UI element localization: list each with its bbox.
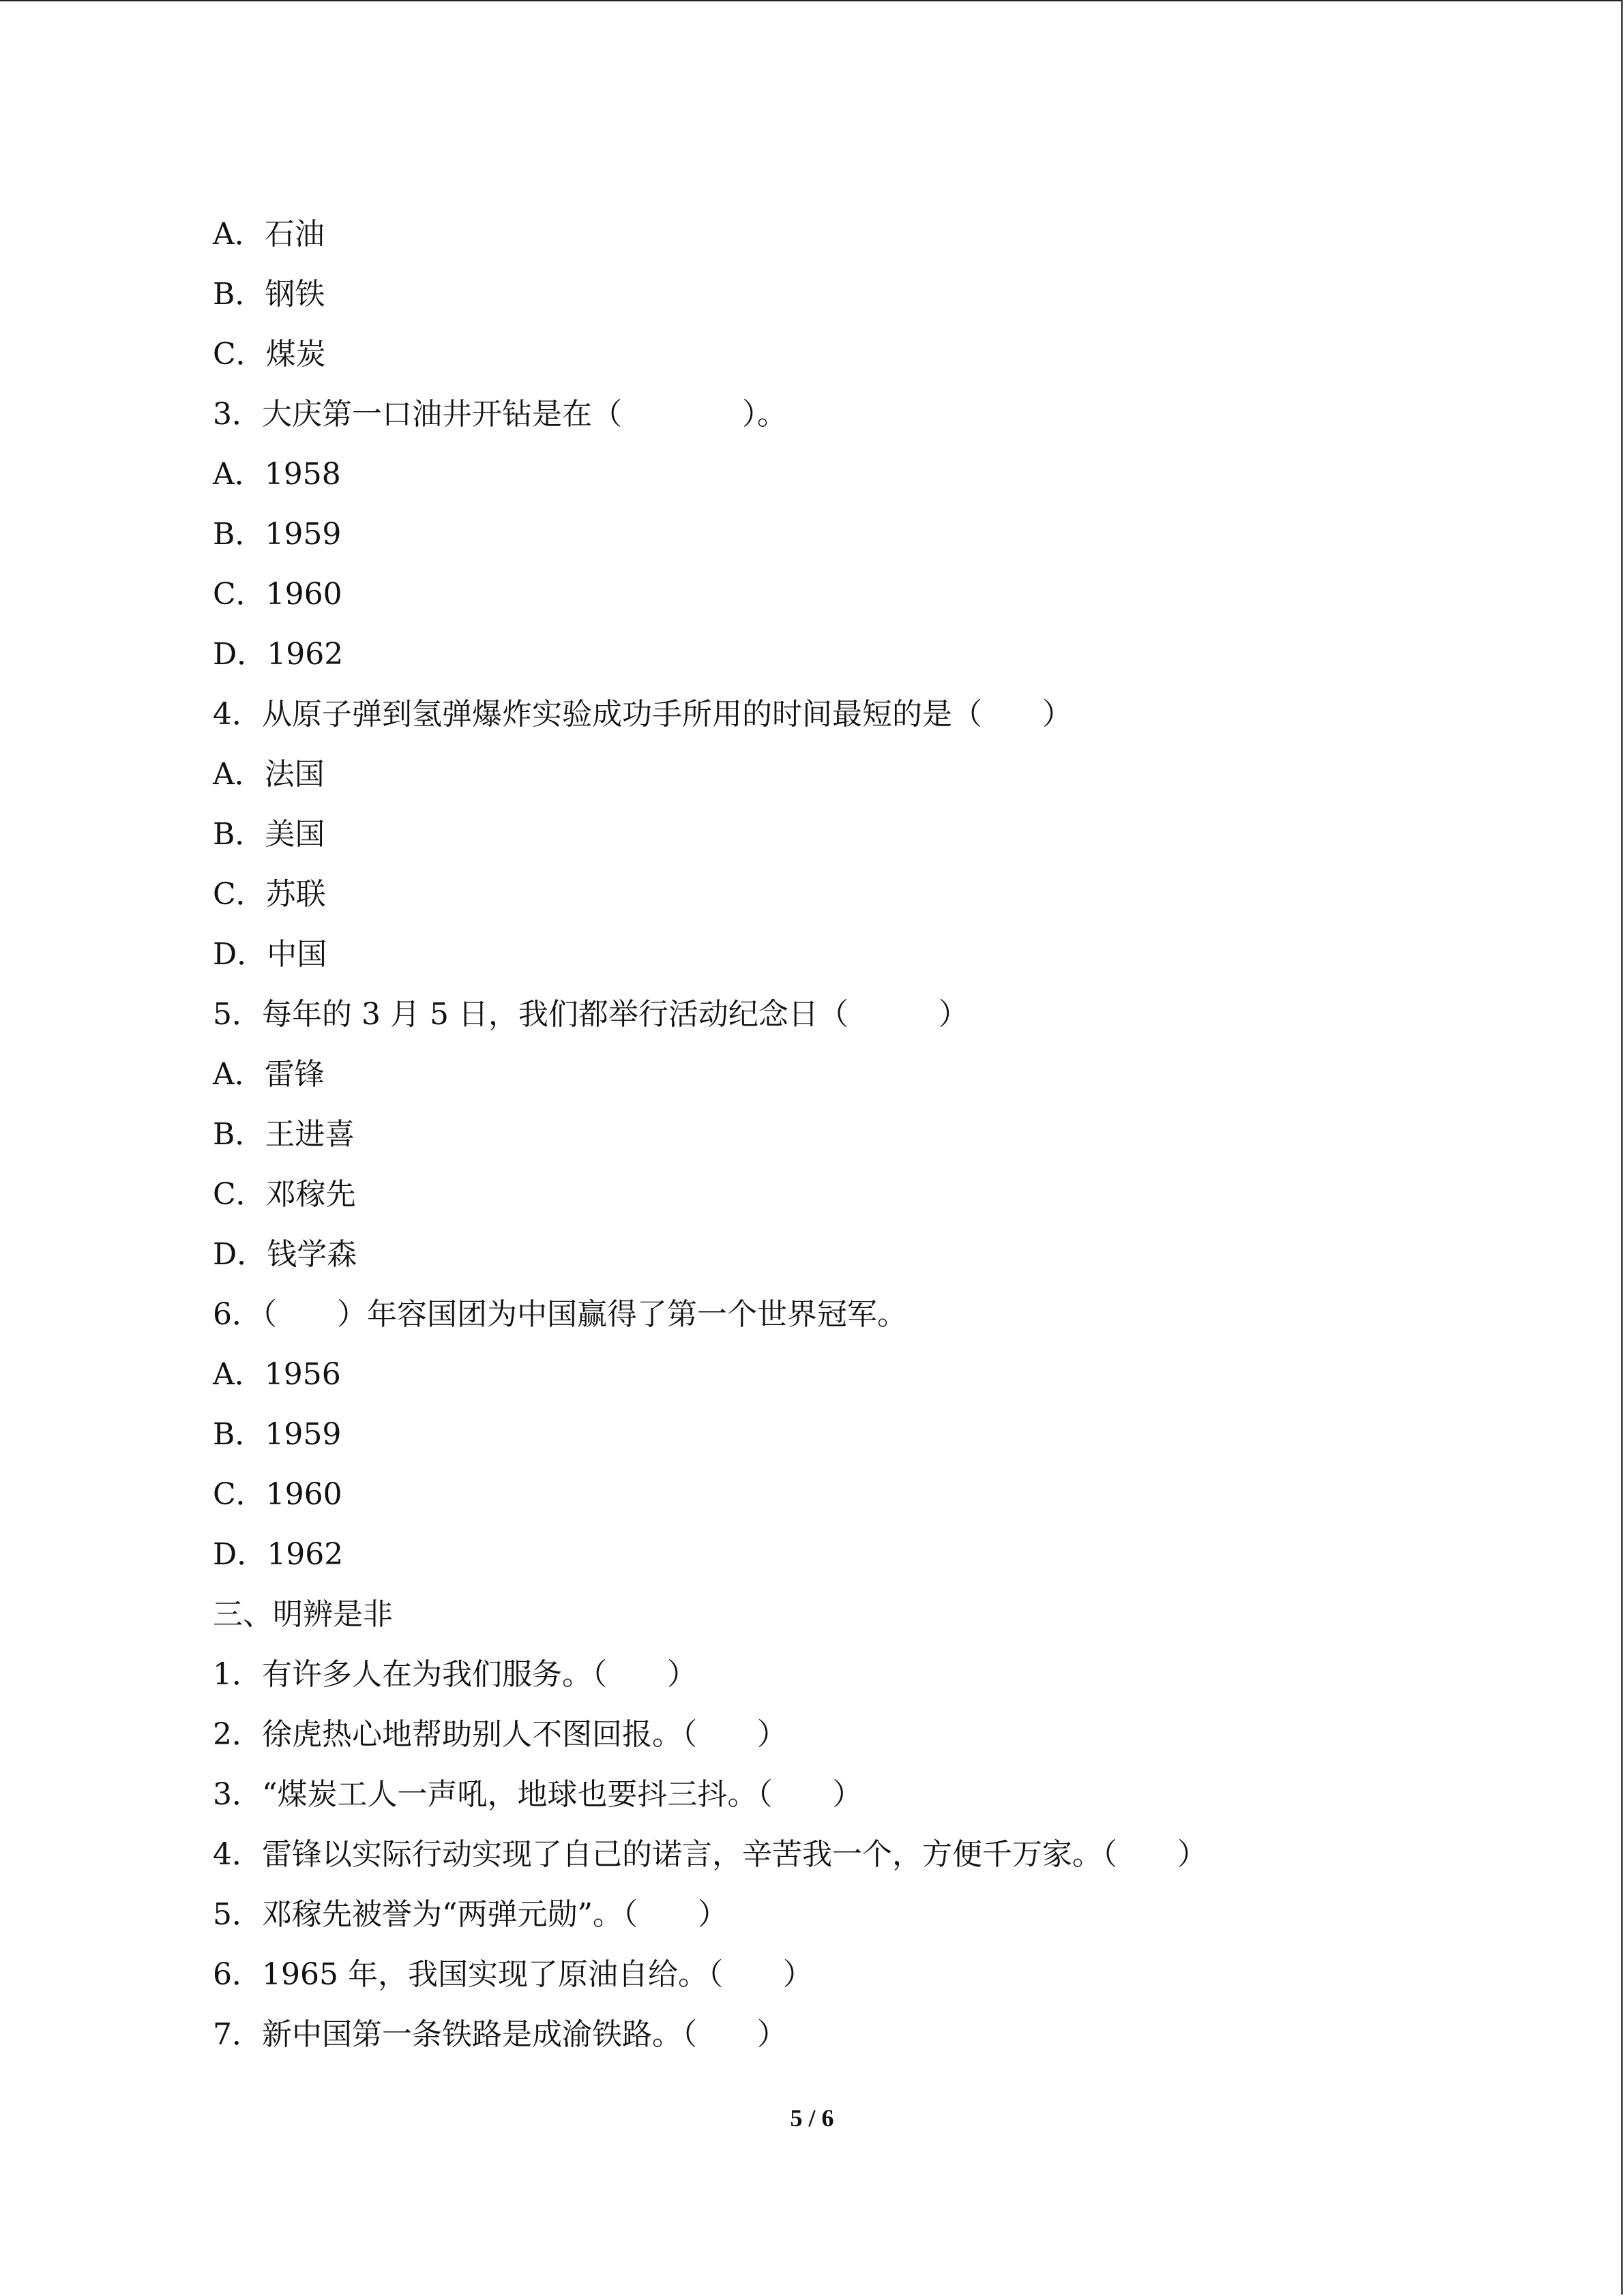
option-b-q3: B．1959	[213, 517, 342, 552]
option-c-q6: C．1960	[213, 1477, 342, 1512]
option-b-q4: B．美国	[213, 817, 325, 852]
true-false-item-4: 4．雷锋以实际行动实现了自己的诺言，辛苦我一个，方便千万家。（ ）	[213, 1837, 1207, 1872]
true-false-item-3: 3．“煤炭工人一声吼，地球也要抖三抖。（ ）	[213, 1777, 863, 1812]
question-3: 3．大庆第一口油井开钻是在（ ）。	[213, 397, 787, 432]
option-d-q4: D．中国	[213, 937, 327, 972]
option-a-q6: A．1956	[213, 1357, 341, 1392]
true-false-item-2: 2．徐虎热心地帮助别人不图回报。（ ）	[213, 1717, 787, 1752]
option-c-q3: C．1960	[213, 577, 342, 612]
option-a-q2: A．石油	[213, 217, 325, 252]
option-d-q6: D．1962	[213, 1537, 344, 1572]
option-b-q6: B．1959	[213, 1417, 342, 1452]
document-body	[213, 214, 1509, 2074]
question-4: 4．从原子弹到氢弹爆炸实验成功手所用的时间最短的是（ ）	[213, 697, 1072, 732]
question-6: 6．（ ）年容国团为中国赢得了第一个世界冠军。	[213, 1297, 907, 1332]
true-false-item-6: 6．1965 年，我国实现了原油自给。（ ）	[213, 1957, 813, 1992]
option-b-q2: B．钢铁	[213, 277, 325, 312]
true-false-item-7: 7．新中国第一条铁路是成渝铁路。（ ）	[213, 2017, 787, 2052]
option-d-q5: D．钱学森	[213, 1237, 357, 1272]
option-c-q5: C．邓稼先	[213, 1177, 356, 1212]
option-d-q3: D．1962	[213, 637, 344, 672]
true-false-item-1: 1．有许多人在为我们服务。（ ）	[213, 1657, 697, 1692]
question-5: 5．每年的 3 月 5 日，我们都举行活动纪念日（ ）	[213, 997, 969, 1032]
page-number: 5 / 6	[790, 2104, 834, 2132]
true-false-item-5: 5．邓稼先被誉为“两弹元勋”。（ ）	[213, 1897, 728, 1932]
section-heading-true-false: 三、明辨是非	[213, 1597, 393, 1632]
option-a-q3: A．1958	[213, 457, 341, 492]
option-c-q4: C．苏联	[213, 877, 326, 912]
option-b-q5: B．王进喜	[213, 1117, 355, 1152]
option-a-q4: A．法国	[213, 757, 325, 792]
option-a-q5: A．雷锋	[213, 1057, 325, 1092]
option-c-q2: C．煤炭	[213, 337, 326, 372]
